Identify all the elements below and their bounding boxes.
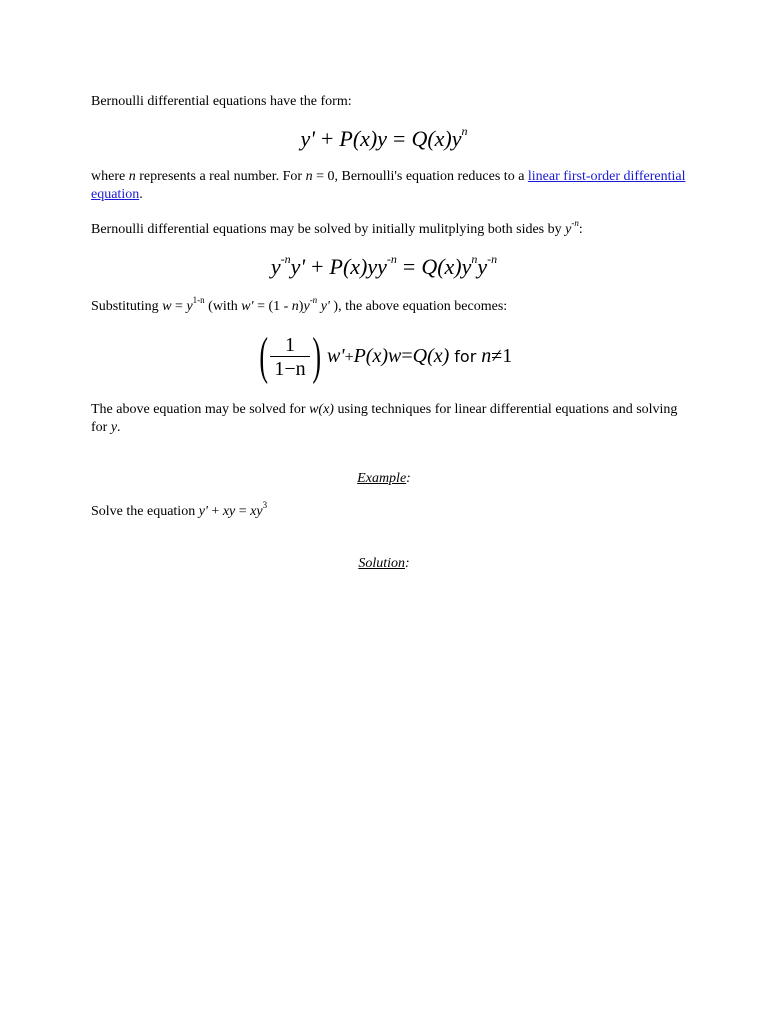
eq1-equals: = bbox=[393, 126, 406, 151]
var-y-prime: y' bbox=[198, 504, 208, 519]
text: = bbox=[171, 299, 187, 314]
bernoulli-form-equation bbox=[0, 123, 768, 152]
text: = (1 - bbox=[253, 299, 292, 314]
equation-rest bbox=[327, 347, 512, 367]
fraction bbox=[270, 334, 309, 381]
colon: : bbox=[406, 471, 411, 486]
eq1-term-b: P(x)y bbox=[339, 126, 388, 151]
exponent: -n bbox=[309, 295, 318, 306]
fraction-numerator: 1 bbox=[284, 333, 295, 356]
solving-paragraph bbox=[91, 401, 691, 437]
eq3-pxw: P(x)w bbox=[353, 345, 402, 367]
var-n: n bbox=[291, 299, 299, 314]
text: (with bbox=[204, 299, 242, 314]
right-paren: ) bbox=[311, 328, 321, 385]
multiplied-equation bbox=[0, 251, 768, 280]
eq1-plus: + bbox=[320, 126, 334, 151]
text: = 0, Bernoulli's equation reduces to a bbox=[312, 169, 528, 184]
colon: : bbox=[405, 556, 410, 571]
text: : bbox=[578, 222, 583, 237]
substituted-equation bbox=[255, 328, 513, 385]
eq2-exponent: -n bbox=[280, 251, 291, 266]
var-y-prime: y' bbox=[320, 299, 330, 314]
eq1-term-c: Q(x)y bbox=[411, 126, 462, 151]
fraction-denominator: 1−n bbox=[274, 357, 306, 380]
text: represents a real number. For bbox=[135, 169, 306, 184]
var-w-prime: w' bbox=[241, 299, 254, 314]
linear-first-order-link[interactable]: linear first-order differential equation bbox=[91, 169, 686, 202]
eq2-plus: + bbox=[311, 254, 324, 279]
text: where bbox=[91, 169, 129, 184]
text: + bbox=[207, 504, 223, 519]
eq2-term: P(x)yy bbox=[329, 254, 387, 279]
text: = bbox=[235, 504, 251, 519]
left-paren: ( bbox=[259, 328, 268, 385]
var-wx: w(x) bbox=[309, 402, 334, 417]
eq1-term-a: y' bbox=[300, 126, 315, 151]
eq2-exponent: n bbox=[471, 251, 478, 266]
var-y: y bbox=[110, 420, 118, 435]
solution-heading bbox=[0, 555, 768, 573]
text: Solve the equation bbox=[91, 504, 199, 519]
substitution-paragraph bbox=[91, 295, 691, 316]
eq2-exponent: -n bbox=[487, 251, 498, 266]
exponent: 3 bbox=[262, 500, 268, 511]
eq3-for: for bbox=[454, 347, 477, 366]
var-xy: xy bbox=[222, 504, 236, 519]
exponent: -n bbox=[571, 218, 579, 229]
eq3-plus: + bbox=[344, 349, 354, 366]
var-n: n bbox=[128, 169, 136, 184]
text: . bbox=[139, 187, 143, 202]
text: Substituting bbox=[91, 299, 163, 314]
intro-paragraph bbox=[91, 93, 691, 111]
text: ) bbox=[298, 299, 304, 314]
solution-label: Solution bbox=[358, 556, 405, 571]
definition-paragraph bbox=[91, 168, 691, 204]
problem-paragraph bbox=[91, 500, 691, 521]
example-label: Example bbox=[357, 471, 407, 486]
eq2-equals: = bbox=[402, 254, 416, 279]
var-n: n bbox=[305, 169, 313, 184]
eq2-term: y' bbox=[290, 254, 306, 279]
eq2-term: y bbox=[270, 254, 281, 279]
example-heading bbox=[0, 470, 768, 488]
var-w: w bbox=[162, 299, 172, 314]
text: ), the above equation becomes: bbox=[329, 299, 508, 314]
var-y: y bbox=[186, 299, 193, 314]
eq3-equals: = bbox=[401, 345, 413, 367]
eq3-qx: Q(x) bbox=[412, 345, 450, 367]
eq1-exponent: n bbox=[461, 123, 468, 138]
var-y: y bbox=[303, 299, 310, 314]
text: Bernoulli differential equations may be solved by initially mulitplying both sides by bbox=[91, 222, 566, 237]
eq3-neq-one: ≠1 bbox=[491, 345, 513, 367]
method-paragraph bbox=[91, 218, 691, 239]
eq3-n: n bbox=[481, 345, 492, 367]
eq2-term: y bbox=[477, 254, 488, 279]
var-y: y bbox=[565, 222, 572, 237]
text: using techniques for linear differential equations and solving for bbox=[91, 402, 678, 435]
eq2-term: Q(x)y bbox=[421, 254, 472, 279]
exponent: 1-n bbox=[192, 295, 205, 306]
text: The above equation may be solved for bbox=[91, 402, 310, 417]
intro-text: Bernoulli differential equations have the form: bbox=[91, 94, 352, 109]
text: . bbox=[117, 420, 121, 435]
eq3-w-prime: w' bbox=[326, 345, 345, 367]
var-xy: xy bbox=[250, 504, 263, 519]
eq2-exponent: -n bbox=[386, 251, 397, 266]
